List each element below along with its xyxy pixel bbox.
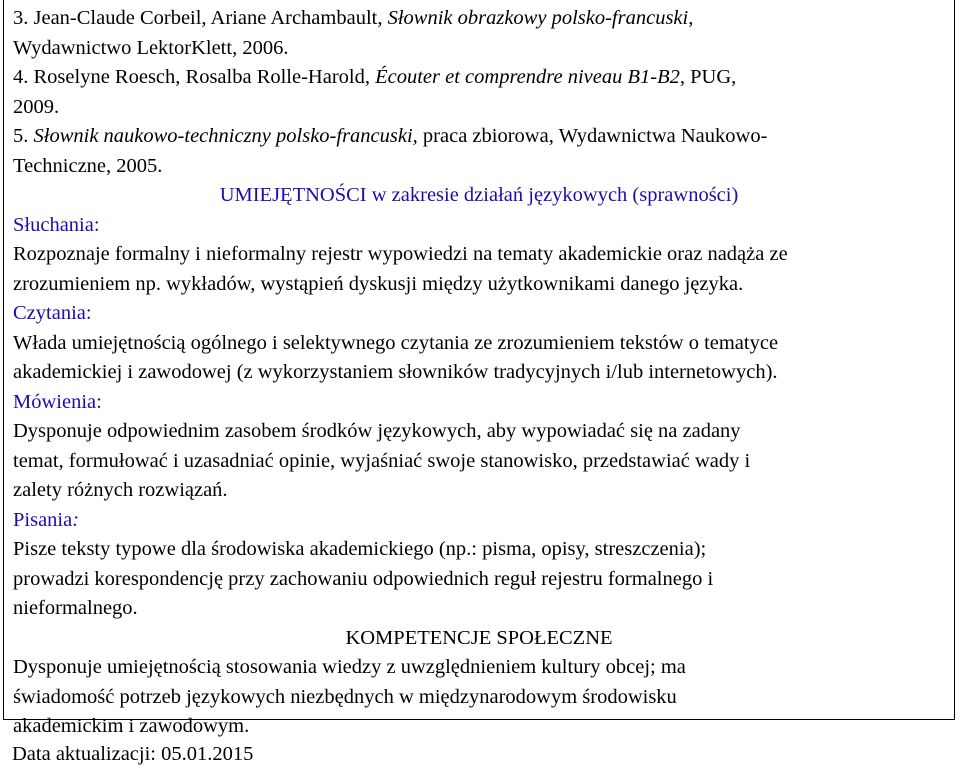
reference-4 bbox=[13, 63, 945, 122]
reference-title: Słownik obrazkowy polsko-francuski bbox=[387, 7, 689, 29]
reference-number: 3. bbox=[13, 7, 29, 29]
syllabus-box bbox=[3, 0, 955, 737]
writing-text-line: nieformalnego. bbox=[13, 597, 138, 619]
speaking-label: Mówienia: bbox=[13, 390, 102, 413]
reference-title: Słownik naukowo-techniczny polsko-francuski, bbox=[33, 125, 418, 147]
competences-heading: KOMPETENCJE SPOŁECZNE bbox=[345, 626, 613, 649]
speaking-text-line: zalety różnych rozwiązań. bbox=[13, 479, 228, 501]
skills-heading-rest: w zakresie działań językowych (sprawności) bbox=[371, 184, 739, 206]
reference-rest: PUG, bbox=[690, 66, 737, 88]
skills-heading bbox=[13, 181, 945, 211]
reference-rest: , bbox=[688, 7, 694, 29]
reading-text-line: Włada umiejętnością ogólnego i selektywnego czytania ze zrozumieniem tekstów o tematyce bbox=[13, 331, 779, 354]
listening-text-line: zrozumieniem np. wykładów, wystąpień dyskusji między użytkownikami danego języka. bbox=[13, 272, 744, 295]
writing-label-main: Pisania bbox=[13, 508, 73, 531]
speaking-text-line: temat, formułować i uzasadniać opinie, wyjaśniać swoje stanowisko, przedstawiać wady i bbox=[13, 449, 751, 472]
reference-number: 5. bbox=[13, 125, 29, 147]
reference-number: 4. bbox=[13, 66, 29, 88]
reading-text-line: akademickiej i zawodowej (z wykorzystaniem słowników tradycyjnych i/lub internetowych). bbox=[13, 361, 778, 383]
writing-text-line: Pisze teksty typowe dla środowiska akademickiego (np.: pisma, opisy, streszczenia); bbox=[13, 538, 707, 560]
update-date: Data aktualizacji: 05.01.2015 bbox=[12, 743, 254, 765]
writing-label-colon: : bbox=[72, 508, 80, 531]
competences-text-line: akademickim i zawodowym. bbox=[13, 715, 250, 737]
competences-text-line: świadomość potrzeb językowych niezbędnych w międzynarodowym środowisku bbox=[13, 685, 677, 708]
writing-label bbox=[13, 506, 945, 536]
reference-5 bbox=[13, 122, 945, 181]
reference-rest-line: Techniczne, 2005. bbox=[13, 154, 163, 177]
reference-authors: Roselyne Roesch, Rosalba Rolle-Harold, bbox=[33, 66, 370, 88]
reference-rest-line: Wydawnictwo LektorKlett, 2006. bbox=[13, 36, 289, 59]
reading-label: Czytania: bbox=[13, 302, 92, 324]
reference-3 bbox=[13, 4, 945, 63]
reference-rest: praca zbiorowa, Wydawnictwa Naukowo- bbox=[422, 125, 768, 147]
competences-text-line: Dysponuje umiejętnością stosowania wiedzy z uwzględnieniem kultury obcej; ma bbox=[13, 656, 686, 678]
listening-label: Słuchania: bbox=[13, 213, 100, 236]
reference-title: Écouter et comprendre niveau B1-B2, bbox=[375, 66, 685, 88]
writing-text-line: prowadzi korespondencję przy zachowaniu odpowiednich reguł rejestru formalnego i bbox=[13, 567, 714, 590]
reference-rest-line: 2009. bbox=[13, 95, 60, 118]
listening-text-line: Rozpoznaje formalny i nieformalny rejestr wypowiedzi na tematy akademickie oraz nadąża ze bbox=[13, 243, 788, 265]
speaking-text-line: Dysponuje odpowiednim zasobem środków językowych, aby wypowiadać się na zadany bbox=[13, 420, 741, 442]
skills-heading-caps: UMIEJĘTNOŚCI bbox=[219, 184, 367, 206]
reference-authors: Jean-Claude Corbeil, Ariane Archambault, bbox=[33, 7, 383, 29]
